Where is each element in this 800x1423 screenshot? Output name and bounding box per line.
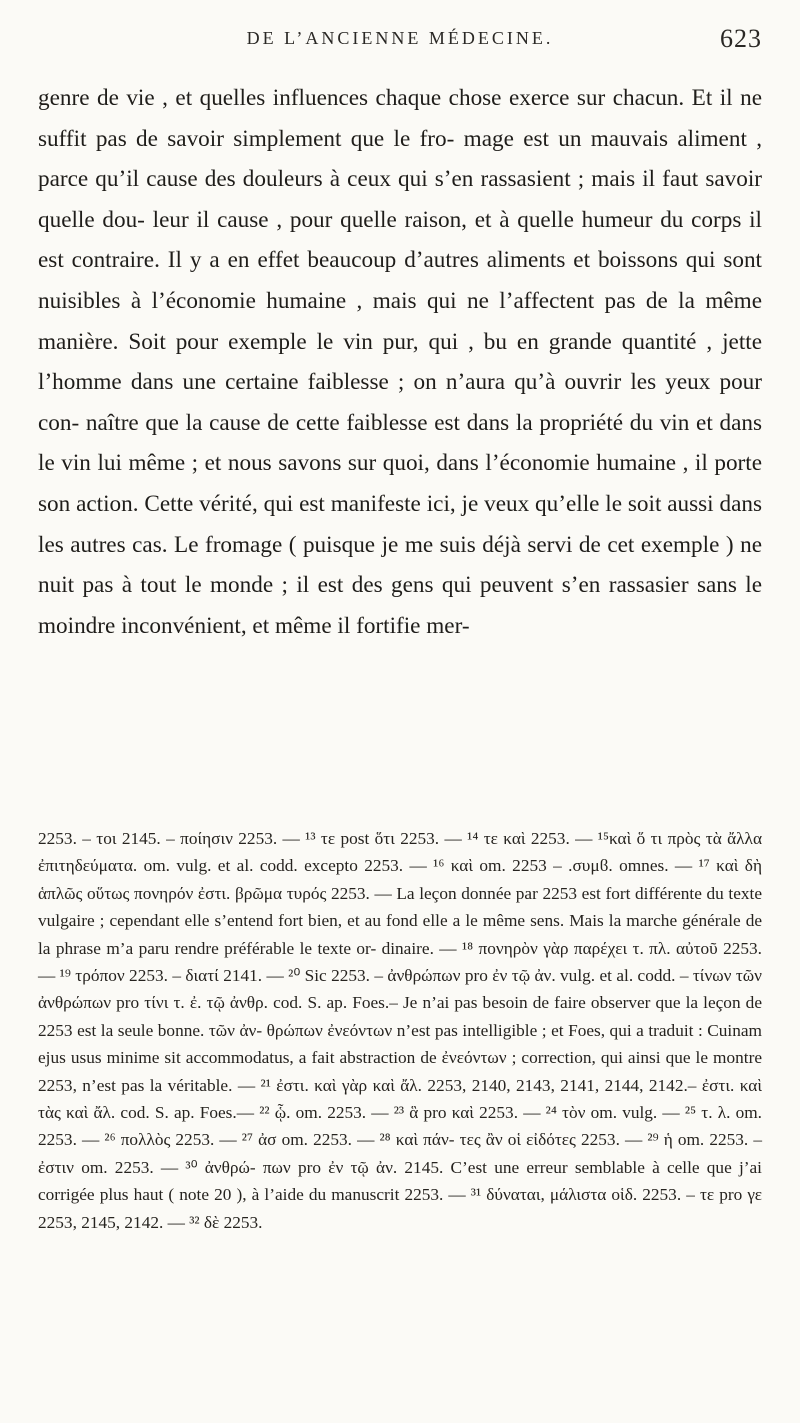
running-title: DE L’ANCIENNE MÉDECINE. — [246, 28, 554, 48]
book-page — [38, 0, 762, 1423]
body-paragraph: genre de vie , et quelles influences chaque chose exerce sur chacun. Et il ne suffit pas de savoir simplement que le fro- mage est un mauvais aliment , parce qu’il cause des douleurs à ceux qui s’en rassasient ; mais il faut savoir quelle dou- leur il cause , pour quelle raison, et à quelle humeur du corps il est contraire. Il y a en effet beaucoup d’autres aliments et boissons qui sont nuisibles à l’économie humaine , mais qui ne l’affectent pas de la même manière. Soit pour exemple le vin pur, qui , bu en grande quantité , jette l’homme dans une certaine faiblesse ; on n’aura qu’à ouvrir les yeux pour con- naître que la cause de cette faiblesse est dans la propriété du vin et dans le vin lui même ; et nous savons sur quoi, dans l’économie humaine , il porte son action. Cette vérité, qui est manifeste ici, je veux qu’elle le soit aussi dans les autres cas. Le fromage ( puisque je me suis déjà servi de cet exemple ) ne nuit pas à tout le monde ; il est des gens qui peuvent s’en rassasier sans le moindre inconvénient, et même il fortifie mer- — [38, 85, 762, 639]
running-head — [38, 24, 762, 64]
footnotes: 2253. – τοι 2145. – ποίησιν 2253. — ¹³ τε post ὅτι 2253. — ¹⁴ τε καὶ 2253. — ¹⁵καὶ ὅ τι πρὸς τὰ ἄλλα ἐπιτηδεύματα. om. vulg. et al. codd. excepto 2253. — ¹⁶ καὶ om. 2253 – .συμϐ. omnes. — ¹⁷ καὶ δὴ ἁπλῶς οὕτως πονηρόν ἐστι. βρῶμα τυρός 2253. — La leçon donnée par 2253 est fort différente du texte vulgaire ; cependant elle s’entend fort bien, et au fond elle a le même sens. Mais la marche générale de la phrase m’a paru rendre préférable le texte or- dinaire. — ¹⁸ πονηρὸν γὰρ παρέχει τ. πλ. αὐτοῦ 2253. — ¹⁹ τρόπον 2253. – διατί 2141. — ²⁰ Sic 2253. – ἀνθρώπων pro ἐν τῷ ἀν. vulg. et al. codd. – τίνων τῶν ἀνθρώπων pro τίνι τ. ἐ. τῷ ἀνθρ. cod. S. ap. Foes.– Je n’ai pas besoin de faire observer que la leçon de 2253 est la seule bonne. τῶν ἀν- θρώπων ἐνεόντων n’est pas intelligible ; et Foes, qui a traduit : Cuinam ejus usus minime sit accommodatus, a fait abstraction de ἐνεόντων ; correction, qui ainsi que le montre 2253, n’est pas la véritable. — ²¹ ἐστι. καὶ γὰρ καὶ ἄλ. 2253, 2140, 2143, 2141, 2144, 2142.– ἐστι. καὶ τὰς καὶ ἄλ. cod. S. ap. Foes.— ²² ᾧ. om. 2253. — ²³ ἃ pro καὶ 2253. — ²⁴ τὸν om. vulg. — ²⁵ τ. λ. om. 2253. — ²⁶ πολλὸς 2253. — ²⁷ ἀσ om. 2253. — ²⁸ καὶ πάν- τες ἂν οἱ εἰδότες 2253. — ²⁹ ἡ om. 2253. – ἐστιν om. 2253. — ³⁰ ἀνθρώ- πων pro ἐν τῷ ἀν. 2145. C’est une erreur semblable à celle que j’ai corrigée plus haut ( note 20 ), à l’aide du manuscrit 2253. — ³¹ δύναται, μάλιστα οἱδ. 2253. – τε pro γε 2253, 2145, 2142. — ³² δὲ 2253. — [38, 829, 762, 1232]
page-number: 623 — [720, 24, 762, 53]
